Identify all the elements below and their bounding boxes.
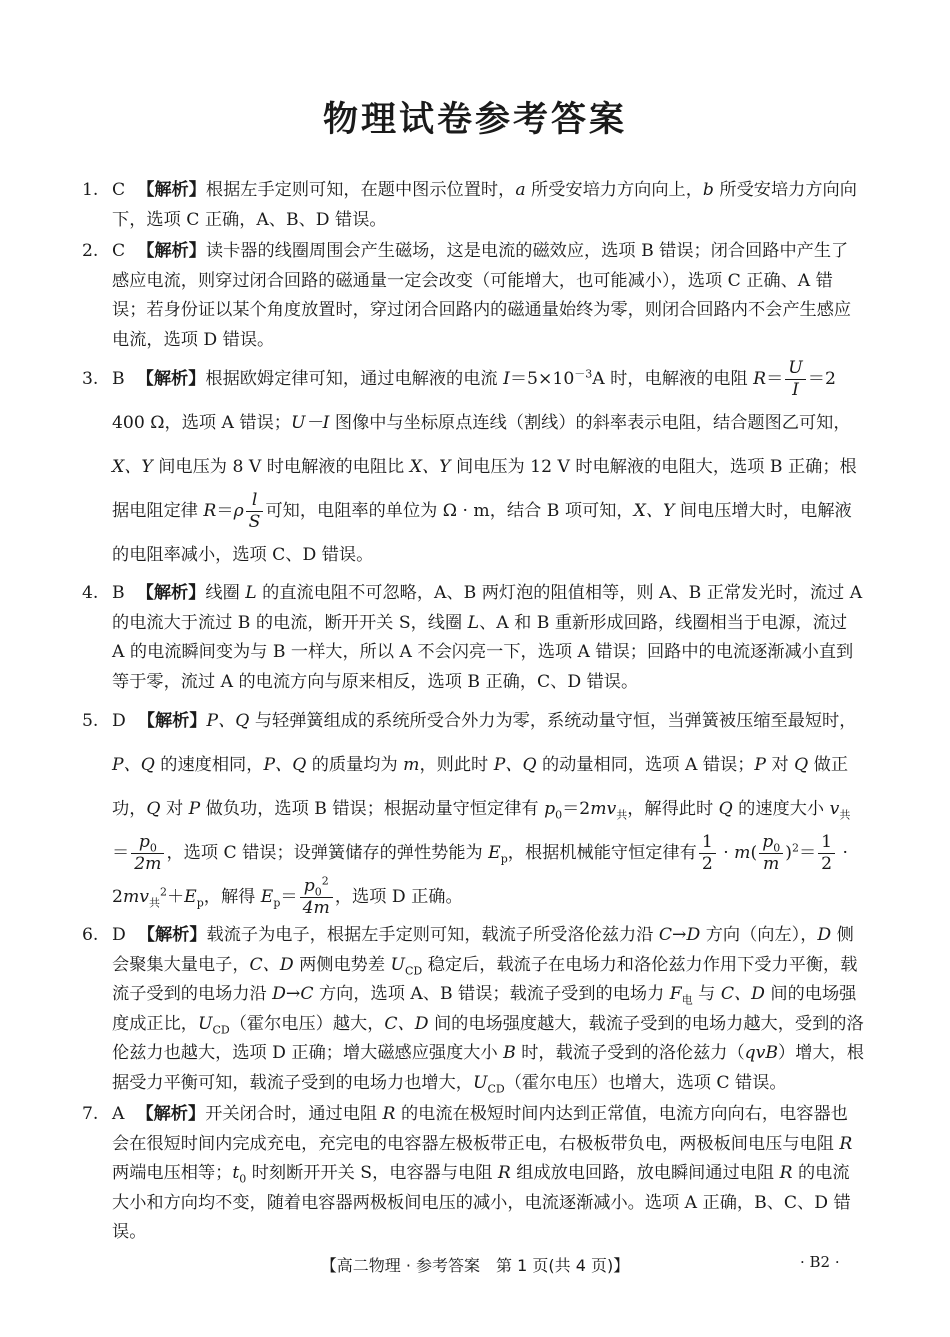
analysis-text: 做正功， xyxy=(112,755,849,819)
subscript: CD xyxy=(487,1081,505,1095)
var-F: F xyxy=(669,984,682,1004)
question-number: 4. xyxy=(82,583,99,603)
var-PQ: P、Q xyxy=(206,711,250,731)
var-PQ: P、Q xyxy=(493,755,537,775)
answer-choice: D xyxy=(112,925,126,945)
plus: ＋ xyxy=(166,887,185,907)
analysis-text: 稳定后，载流子在电场力和洛伦兹力作用下受力平衡，载流子受到的电场力沿 xyxy=(112,954,858,1004)
analysis-text: 时，载流子受到的洛伦兹力（ xyxy=(515,1043,745,1063)
var-D: D xyxy=(817,925,832,945)
analysis-text: ）增大，根据受力平衡可知，载流子受到的电场力也增大， xyxy=(112,1043,864,1093)
analysis-text: 读卡器的线圈周围会产生磁场，这是电流的磁效应，选项 B 错误；闭合回路中产生了感应电流，则穿过闭合回路的磁通量一定会改变（可能增大，也可能减小），选项 C 正确、A 错误；若身份证以某个角度放置时，穿过闭合回路内的磁通量始终为零，则闭合回路内不会产生感应电流，选项 D 错误。 xyxy=(112,241,852,350)
analysis-text: ，解得 xyxy=(203,887,261,907)
var-R: R xyxy=(497,1163,511,1183)
var-Q: Q xyxy=(146,799,161,819)
analysis-text: 方向（向左）， xyxy=(700,925,818,945)
subscript: 0 xyxy=(314,885,322,899)
var-p: p xyxy=(303,876,315,897)
var-L: L xyxy=(467,612,480,633)
analysis-text: 两端电压相等； xyxy=(112,1163,233,1183)
analysis-text: 的直流电阻不可忽略，A、B 两灯泡的阻值相等，则 A、B 正常发光时，流过 A 的电流大于流过 B 的电流，断开开关 S，线圈 xyxy=(112,583,863,633)
fraction-p0-over-m xyxy=(759,832,783,874)
var-PQ: P、Q xyxy=(112,755,155,775)
question-number: 3. xyxy=(82,369,99,389)
analysis-text: ，解得此时 xyxy=(627,799,719,819)
var-t: t xyxy=(232,1163,240,1183)
dot: · xyxy=(717,843,735,863)
var-DC-arrow: D→C xyxy=(272,984,314,1004)
var-mv: mv xyxy=(122,887,149,907)
var-E: E xyxy=(488,843,501,863)
var-I: I xyxy=(503,369,510,389)
var-U: U xyxy=(197,1013,213,1034)
dot: · xyxy=(837,843,849,863)
equals: ＝ xyxy=(112,843,130,863)
equals-2: ＝2 xyxy=(562,799,591,819)
equals: ＝ xyxy=(216,501,234,521)
analysis-text: 做负功，选项 B 错误；根据动量守恒定律有 xyxy=(200,799,545,819)
analysis-text: 所受安培力方向向下，选项 C 正确，A、B、D 错误。 xyxy=(112,180,857,230)
var-R: R xyxy=(839,1133,853,1154)
equals: ＝ xyxy=(280,887,298,907)
subscript: 0 xyxy=(149,841,157,855)
var-CD: C、D xyxy=(384,1013,429,1034)
analysis-tag: 【解析】 xyxy=(137,241,206,261)
answer-choice: C xyxy=(112,241,126,261)
analysis-text: 的速度相同， xyxy=(154,755,264,775)
analysis-text: 对 xyxy=(765,755,795,775)
var-U: U xyxy=(390,954,406,975)
analysis-text: 两侧电势差 xyxy=(293,954,391,975)
analysis-text: 方向，选项 A、B 错误；载流子受到的电场力 xyxy=(313,984,670,1004)
var-b: b xyxy=(702,180,714,200)
analysis-text: 间电压增大时，电解液的电阻率减小，选项 C、D 错误。 xyxy=(112,501,852,565)
analysis-text: 间的电场强度成正比， xyxy=(112,984,857,1034)
analysis-text: 的质量均为 xyxy=(306,755,404,775)
analysis-text: ，选项 D 正确。 xyxy=(334,887,463,907)
var-U-I: U－I xyxy=(290,413,330,433)
var-B: B xyxy=(503,1043,516,1063)
var-U: U xyxy=(472,1072,488,1093)
analysis-tag: 【解析】 xyxy=(137,180,206,200)
answer-choice: B xyxy=(112,369,125,389)
analysis-text: 间的电场强度越大，载流子受到的电场力越大，受到的洛伦兹力也越大，选项 D 正确；增大磁感应强度大小 xyxy=(112,1013,864,1063)
subscript: 电 xyxy=(681,993,693,1007)
var-E: E xyxy=(184,887,197,907)
page-code: · B2 · xyxy=(800,1253,840,1271)
subscript: p xyxy=(196,896,204,910)
denominator: I xyxy=(792,380,799,400)
var-XY: X、Y xyxy=(112,457,153,477)
analysis-text: ，选项 C 错误；设弹簧储存的弹性势能为 xyxy=(166,843,489,863)
analysis-text: 对 xyxy=(160,799,189,819)
analysis-text: 侧会聚集大量电子， xyxy=(112,925,854,975)
numerator xyxy=(131,832,164,854)
analysis-tag: 【解析】 xyxy=(137,711,207,731)
analysis-text: 图像中与坐标原点连线（割线）的斜率表示电阻，结合题图乙可知， xyxy=(329,413,851,433)
fraction-p0sq-over-4m xyxy=(300,876,333,918)
var-R: R xyxy=(753,369,767,389)
subscript: 0 xyxy=(239,1172,247,1186)
analysis-text: 所受安培力方向向上， xyxy=(525,180,703,200)
exponent: 2 xyxy=(159,885,167,899)
var-a: a xyxy=(515,180,526,200)
question-number: 7. xyxy=(82,1104,99,1124)
question-number: 5. xyxy=(82,711,99,731)
fraction-half xyxy=(699,832,716,874)
var-P: P xyxy=(188,799,201,819)
subscript: CD xyxy=(405,963,423,977)
subscript: 0 xyxy=(555,808,563,822)
analysis-text: 间电压为 12 V 时电解液的电阻大，选项 B 正确；根据电阻定律 xyxy=(112,457,857,521)
two: 2 xyxy=(112,887,123,907)
subscript: 共 xyxy=(148,896,160,910)
var-PQ: P、Q xyxy=(263,755,307,775)
var-rho: ρ xyxy=(233,501,244,521)
analysis-tag: 【解析】 xyxy=(136,583,206,603)
numerator xyxy=(300,876,333,898)
var-CD-arrow: C→D xyxy=(658,925,701,945)
analysis-text: （霍尔电压）越大， xyxy=(229,1013,385,1034)
analysis-text: （霍尔电压）也增大，选项 C 错误。 xyxy=(504,1072,787,1093)
analysis-text: 与 xyxy=(692,984,721,1004)
page-title: 物理试卷参考答案 xyxy=(322,100,627,140)
var-p: p xyxy=(762,832,774,853)
analysis-text: A 时，电解液的电阻 xyxy=(592,369,754,389)
subscript: p xyxy=(500,852,508,866)
var-m: m xyxy=(403,755,420,775)
var-CD: C、D xyxy=(249,954,294,975)
var-R: R xyxy=(382,1104,396,1124)
answer-choice: D xyxy=(112,711,126,731)
answer-list xyxy=(82,176,864,1250)
analysis-text: 的电流在极短时间内达到正常值，电流方向向右，电容器也会在很短时间内完成充电，充完电的电容器左极板带正电，右极板带负电，两极板间电压与电阻 xyxy=(112,1104,848,1154)
analysis-text: 开关闭合时，通过电阻 xyxy=(205,1104,383,1124)
numerator: 1 xyxy=(818,832,835,854)
analysis-text: 根据欧姆定律可知，通过电解液的电流 xyxy=(205,369,504,389)
answer-item-5: 5. D 【解析】P、Q 与轻弹簧组成的系统所受合外力为零，系统动量守恒，当弹簧被压缩至最短时，P、Q 的速度相同，P、Q 的质量均为 m，则此时 P、Q 的动量相同，选项 A 错误；P 对 Q 做正功，Q 对 P 做负功，选项 B 错误；根据动量守恒定律有 $p_0=2mv_共$，解得此时 Q 的速度大小 $v_共=$ $\frac{p_0}{2m}$ ，选项 C 错误；设弹簧储存的弹性势能为 $E_p$，根据机械能守恒定律有 $\frac{1}{2}$ · m( $\frac{p_0}{m}$ )$^2$＝ $\frac{1}{2}$ · $2mv_共^2+E_p$，解得 $E_p=$ $\frac{p_0^2}{4m}$ ，选项 D 正确。 xyxy=(82,699,864,919)
analysis-text: 与轻弹簧组成的系统所受合外力为零，系统动量守恒，当弹簧被压缩至最短时， xyxy=(249,711,857,731)
numerator: 1 xyxy=(699,832,716,854)
answer-item-1 xyxy=(82,176,864,235)
analysis-text: 间电压为 8 V 时电解液的电阻比 xyxy=(152,457,410,477)
var-Q: Q xyxy=(718,799,733,819)
subscript: 0 xyxy=(773,841,781,855)
numerator: l xyxy=(246,490,264,512)
answer-item-7 xyxy=(82,1100,864,1248)
var-XY: X、Y xyxy=(409,457,451,477)
exponent: －3 xyxy=(574,367,593,381)
var-Q: Q xyxy=(794,755,809,775)
analysis-text: ，则此时 xyxy=(419,755,494,775)
exponent: 2 xyxy=(791,841,799,855)
subscript: 共 xyxy=(839,808,851,822)
subscript: p xyxy=(273,896,281,910)
analysis-text: 时刻断开开关 S，电容器与电阻 xyxy=(246,1163,498,1183)
answer-item-2 xyxy=(82,237,864,355)
analysis-text: ＝5×10 xyxy=(509,369,575,389)
question-number: 1. xyxy=(82,180,99,200)
var-p: p xyxy=(544,799,556,819)
fraction-U-over-I xyxy=(785,358,806,400)
numerator: U xyxy=(785,358,806,380)
equals: ＝ xyxy=(807,369,825,389)
var-E: E xyxy=(260,887,274,907)
page-footer: 【高二物理 · 参考答案 第 1 页(共 4 页)】 xyxy=(320,1256,630,1275)
answer-item-4 xyxy=(82,579,864,697)
denominator: 2 xyxy=(821,854,833,874)
analysis-tag: 【解析】 xyxy=(136,1104,206,1124)
denominator: 2m xyxy=(134,854,162,874)
denominator: S xyxy=(248,512,261,532)
analysis-text: 的动量相同，选项 A 错误； xyxy=(536,755,755,775)
var-m: m xyxy=(734,843,751,863)
var-XY: X、Y xyxy=(633,501,675,521)
var-mv: mv xyxy=(590,799,617,819)
var-v: v xyxy=(829,799,840,819)
analysis-text: 的电流大小和方向均不变，随着电容器两极板间电压的减小，电流逐渐减小。选项 A 正确，B、C、D 错误。 xyxy=(112,1163,851,1242)
question-number: 2. xyxy=(82,241,99,261)
question-number: 6. xyxy=(82,925,99,945)
analysis-tag: 【解析】 xyxy=(137,925,207,945)
var-p: p xyxy=(138,832,150,853)
answer-item-3 xyxy=(82,357,864,577)
analysis-text: 载流子为电子，根据左手定则可知，载流子所受洛伦兹力沿 xyxy=(206,925,659,945)
denominator: m xyxy=(763,854,780,874)
fraction-half xyxy=(818,832,835,874)
var-CD: C、D xyxy=(720,984,765,1004)
answer-choice: C xyxy=(112,180,126,200)
denominator: 2 xyxy=(701,854,713,874)
var-P: P xyxy=(754,755,766,775)
analysis-text: 可知，电阻率的单位为 Ω · m，结合 B 项可知， xyxy=(265,501,634,521)
answer-choice: B xyxy=(112,583,125,603)
fraction-p0-over-2m xyxy=(131,832,164,874)
var-R: R xyxy=(203,501,217,521)
numerator xyxy=(759,832,783,854)
fraction-l-over-S xyxy=(246,490,264,532)
answer-choice: A xyxy=(112,1104,125,1124)
exponent: 2 xyxy=(321,874,329,888)
analysis-text: 、A 和 B 重新形成回路，线圈相当于电源，流过 A 的电流瞬间变为与 B 一样大，所以 A 不会闪亮一下，选项 A 错误；回路中的电流逐渐减小直到等于零，流过 A 的电流方向与原来相反，选项 B 正确，C、D 错误。 xyxy=(112,612,854,692)
analysis-tag: 【解析】 xyxy=(136,369,206,389)
subscript: 共 xyxy=(616,808,628,822)
analysis-text: 根据左手定则可知，在题中图示位置时， xyxy=(205,180,516,200)
equals: ＝ xyxy=(766,369,784,389)
analysis-text: ，根据机械能守恒定律有 xyxy=(507,843,697,863)
denominator: 4m xyxy=(302,898,330,918)
analysis-text: 的速度大小 xyxy=(732,799,830,819)
var-R: R xyxy=(779,1163,793,1183)
answer-item-6 xyxy=(82,921,864,1098)
var-qvB: qvB xyxy=(744,1043,779,1063)
subscript: CD xyxy=(212,1022,230,1036)
var-L: L xyxy=(245,583,257,603)
analysis-text: 线圈 xyxy=(205,583,246,603)
equals: ＝ xyxy=(798,843,817,863)
analysis-text: 2 400 Ω，选项 A 错误； xyxy=(112,369,836,433)
analysis-text: 组成放电回路，放电瞬间通过电阻 xyxy=(510,1163,780,1183)
